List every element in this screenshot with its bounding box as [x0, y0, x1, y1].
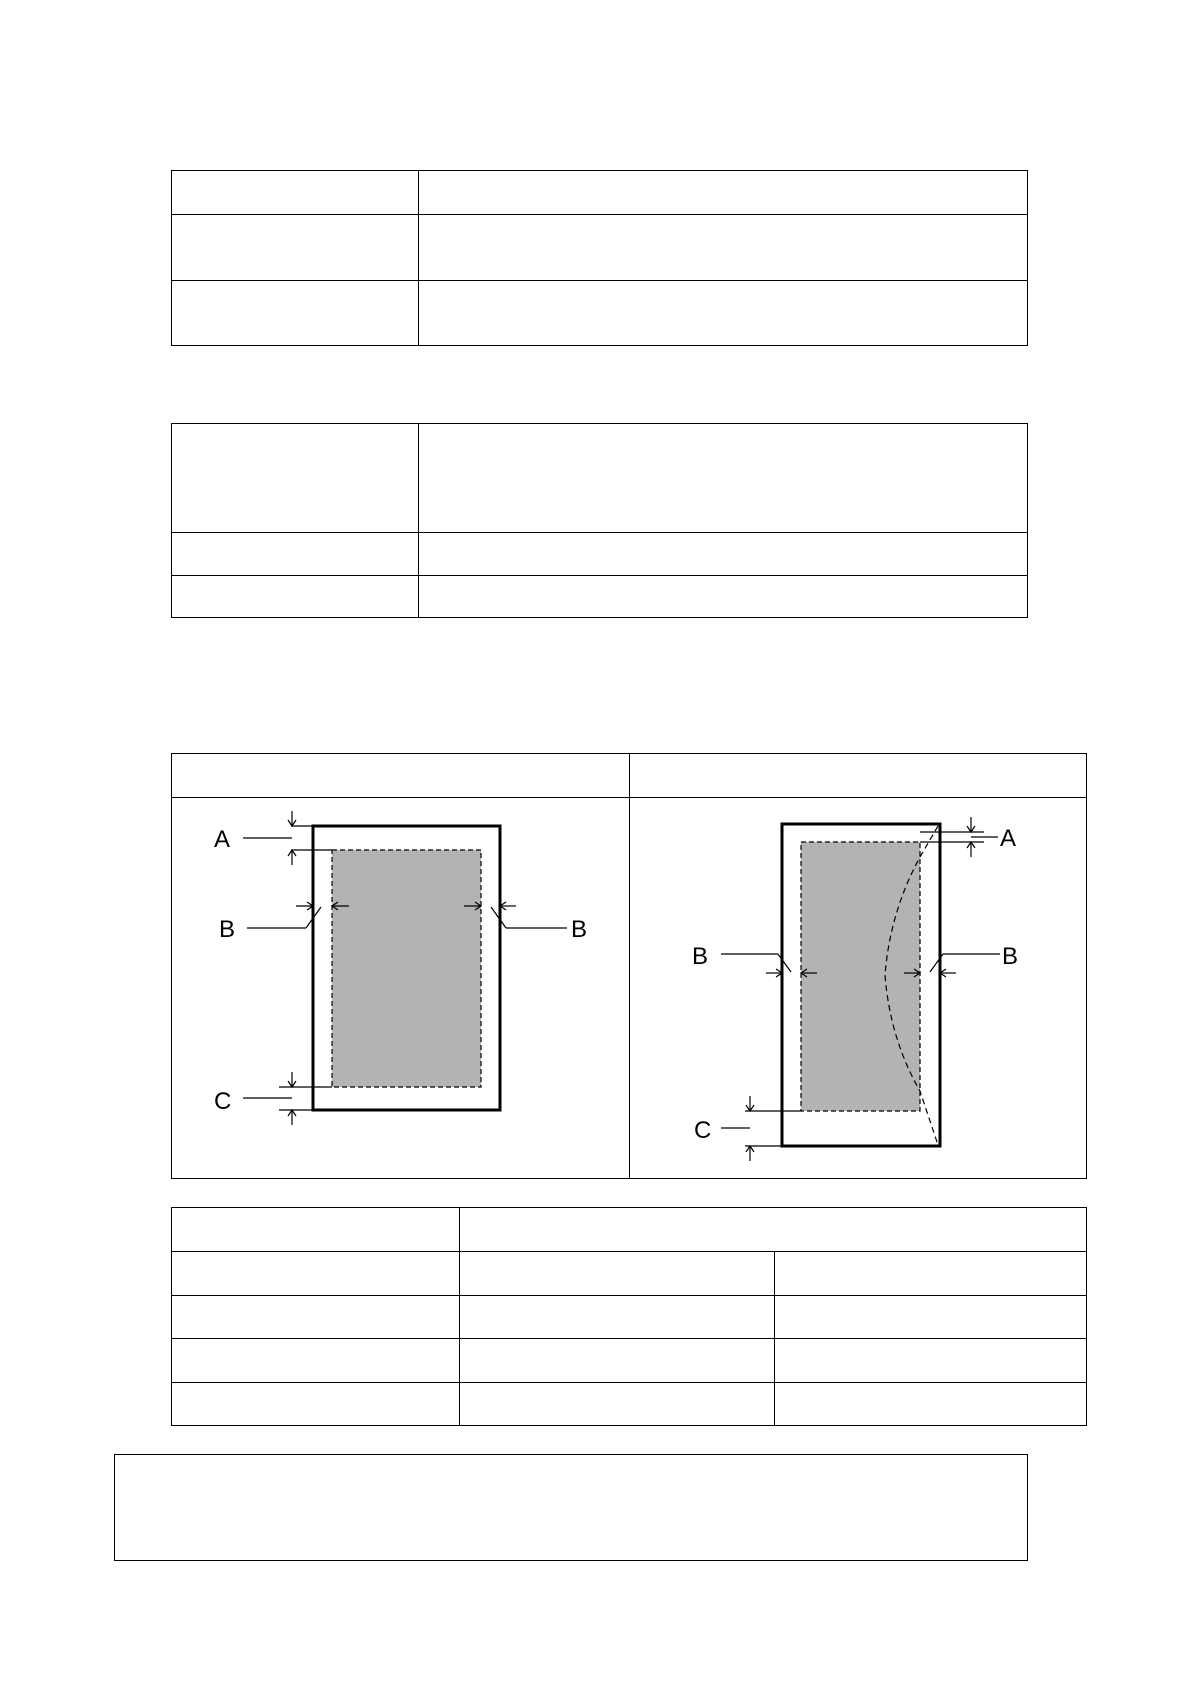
row-value: [418, 281, 1027, 346]
table-row: [172, 1338, 1086, 1382]
margin-label-c: C: [214, 1088, 232, 1115]
spec-table-2: [171, 423, 1028, 618]
row-label: [172, 576, 418, 618]
subheader-cell: [459, 1252, 774, 1295]
row-value: [459, 1339, 774, 1382]
row-value: [418, 533, 1027, 575]
margin-label-a: A: [214, 826, 231, 853]
row-key: [172, 1296, 459, 1338]
printable-area: [801, 842, 920, 1111]
row-key: [172, 1383, 459, 1426]
table-row: [172, 575, 1027, 618]
row-value: [418, 424, 1027, 532]
row-value: [774, 1296, 1086, 1338]
row-value: [774, 1383, 1086, 1426]
row-label: [172, 171, 418, 214]
row-label: [172, 281, 418, 346]
table-row: [172, 1382, 1086, 1426]
table-row: [172, 214, 1027, 280]
printable-area: [332, 850, 481, 1087]
envelope-margin-diagram: [628, 797, 1086, 1178]
margin-label-c: C: [694, 1117, 712, 1144]
table-subheader-row: [172, 1251, 1086, 1295]
subheader-cell: [774, 1252, 1086, 1295]
table-row: [172, 424, 1027, 532]
note-box: [114, 1454, 1028, 1561]
row-key: [172, 1339, 459, 1382]
table-header-row: [172, 1208, 1086, 1251]
table-row: [172, 1295, 1086, 1338]
margin-label-b-left: B: [219, 916, 236, 943]
header-cell: [172, 1208, 459, 1251]
row-label: [172, 215, 418, 280]
spec-table-1: [171, 170, 1028, 346]
table-row: [172, 171, 1027, 214]
row-value: [774, 1339, 1086, 1382]
margin-label-b-right: B: [571, 916, 588, 943]
figure-header-envelope: [629, 754, 1086, 797]
margin-label-a: A: [1000, 825, 1017, 852]
margin-label-b-left: B: [692, 943, 709, 970]
row-value: [459, 1383, 774, 1426]
subheader-cell: [172, 1252, 459, 1295]
table-row: [172, 532, 1027, 575]
margin-label-b-right: B: [1002, 943, 1019, 970]
single-sheet-margin-diagram: [171, 797, 628, 1178]
figure-header-single-sheet: [172, 754, 629, 797]
row-value: [418, 215, 1027, 280]
row-value: [418, 576, 1027, 618]
row-value: [459, 1296, 774, 1338]
row-label: [172, 424, 418, 532]
header-cell: [459, 1208, 1086, 1251]
figure-header-row: [172, 754, 1086, 797]
margin-table: [171, 1207, 1087, 1426]
row-label: [172, 533, 418, 575]
table-row: [172, 280, 1027, 346]
row-value: [418, 171, 1027, 214]
